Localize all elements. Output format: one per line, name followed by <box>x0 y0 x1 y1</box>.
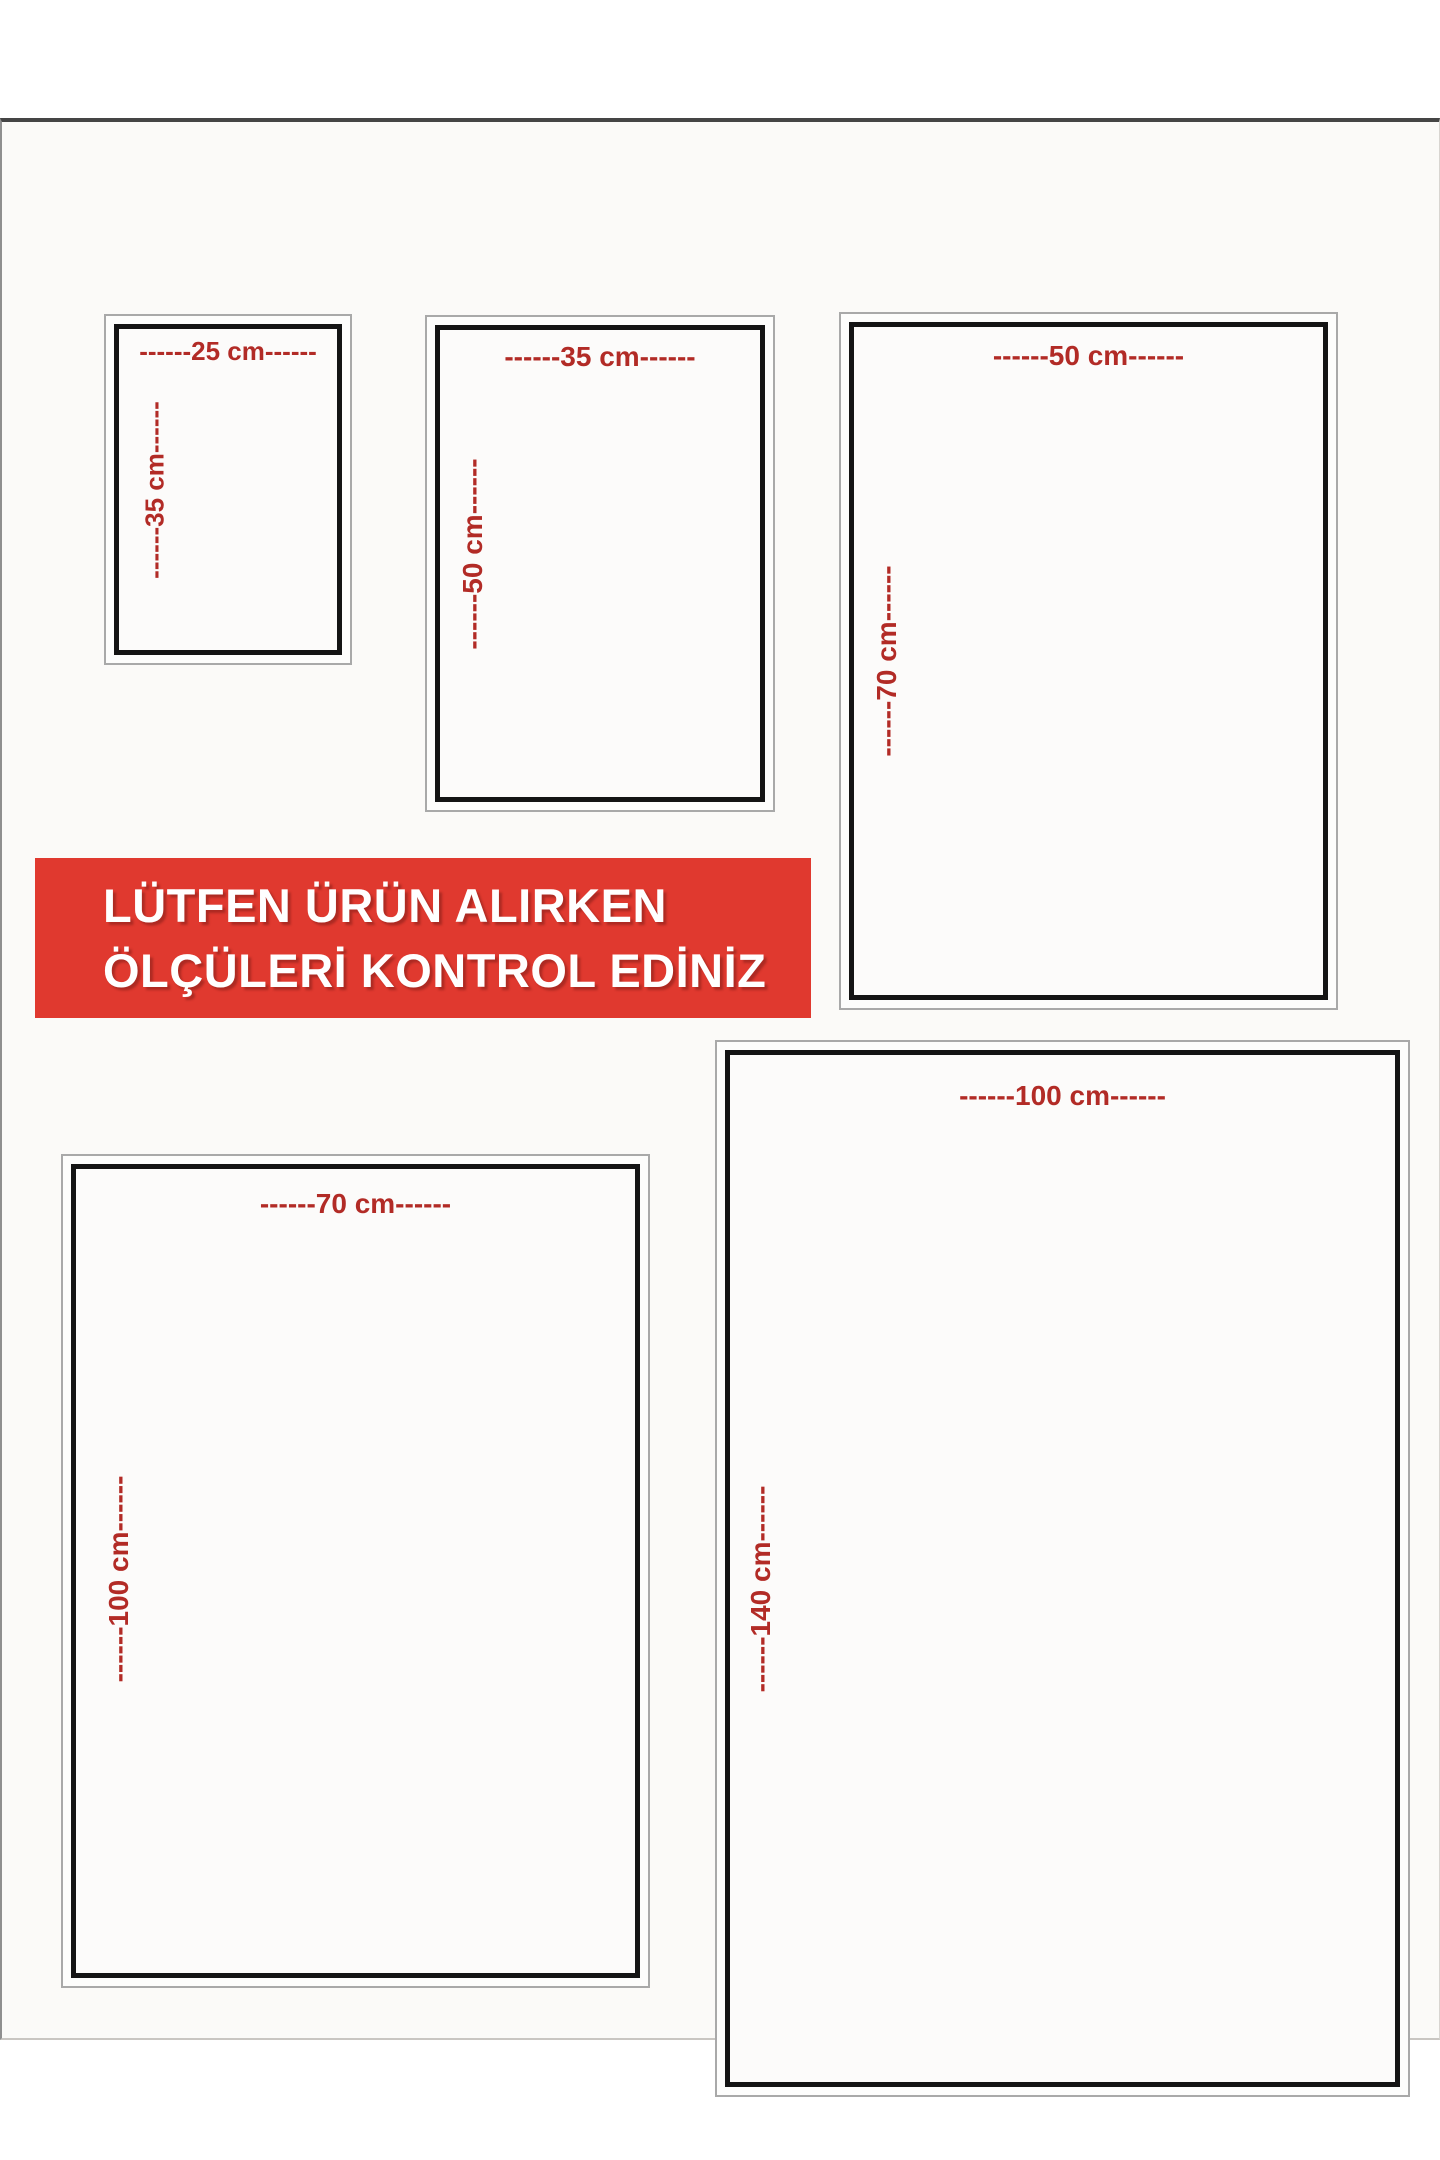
height-label-50cm: ------50 cm------ <box>457 458 488 650</box>
height-label-70cm: ------70 cm------ <box>871 565 902 757</box>
size-chart-page <box>0 118 1440 2040</box>
size-box-50x70 <box>839 312 1338 1010</box>
banner-line-1: LÜTFEN ÜRÜN ALIRKEN <box>103 879 667 932</box>
size-box-70x100 <box>61 1154 650 1988</box>
size-box-100x140-frame <box>725 1050 1400 2087</box>
height-label-100cm: ------100 cm------ <box>103 1475 134 1683</box>
height-label-35cm: ------35 cm------ <box>139 400 170 579</box>
size-box-25x35-frame <box>114 324 342 655</box>
width-label-50cm: ------50 cm------ <box>992 340 1185 371</box>
width-label-35cm: ------35 cm------ <box>504 341 696 372</box>
width-label-100cm: ------100 cm------ <box>959 1080 1166 1111</box>
size-warning-banner <box>35 858 811 1018</box>
height-label-140cm: ------140 cm------ <box>745 1485 776 1693</box>
size-box-50x70-frame <box>849 322 1328 1000</box>
size-box-35x50-frame <box>435 325 765 802</box>
width-label-70cm: ------70 cm------ <box>259 1188 452 1219</box>
size-box-100x140 <box>715 1040 1410 2097</box>
size-box-35x50 <box>425 315 775 812</box>
size-box-25x35 <box>104 314 352 665</box>
size-box-70x100-frame <box>71 1164 640 1978</box>
width-label-25cm: ------25 cm------ <box>139 336 317 366</box>
banner-line-2: ÖLÇÜLERİ KONTROL EDİNİZ <box>103 944 767 997</box>
